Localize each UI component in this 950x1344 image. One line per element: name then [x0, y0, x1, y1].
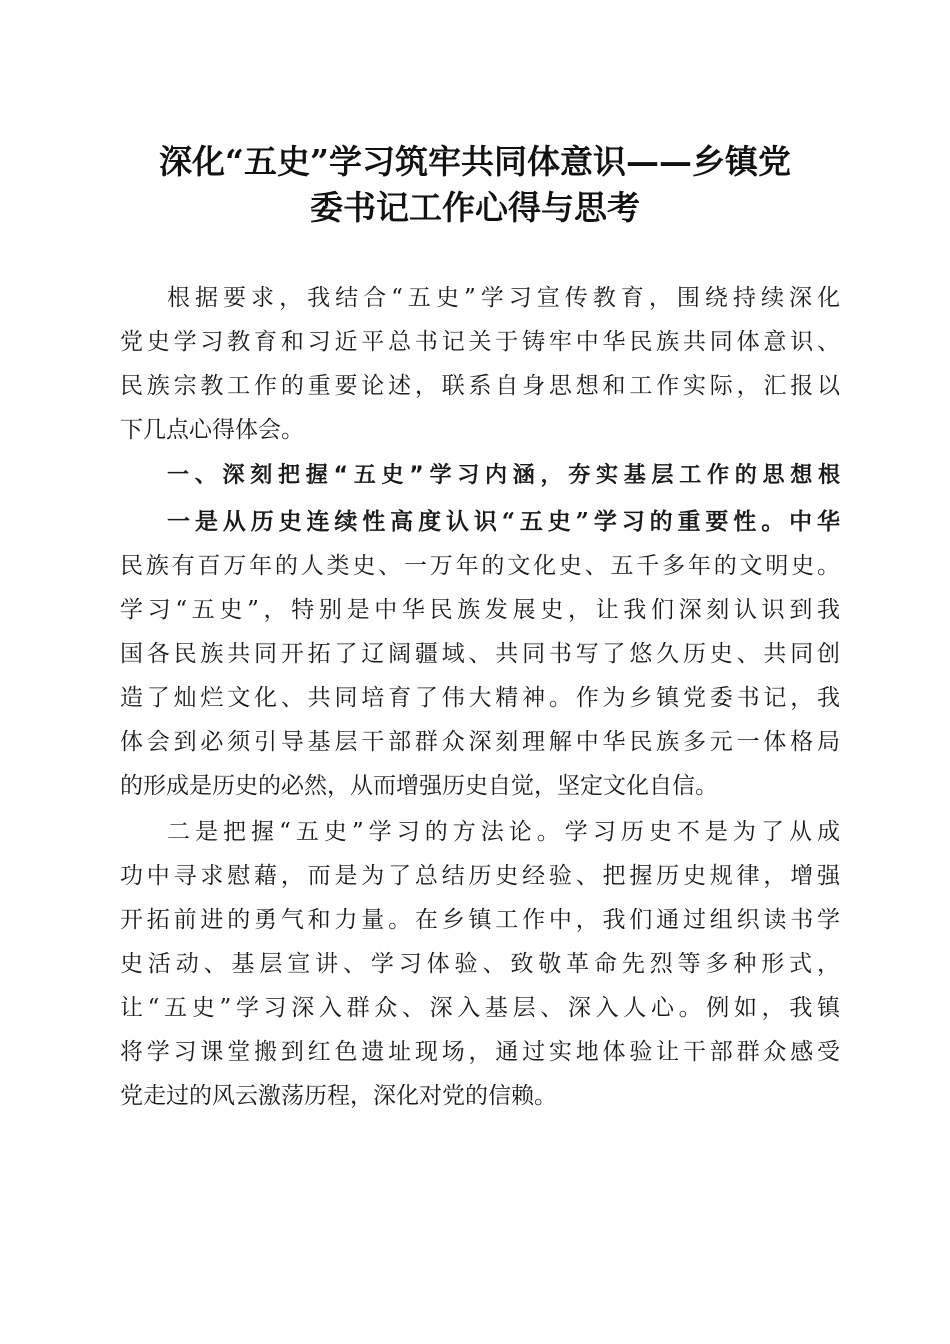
paragraph-line: 体会到必须引导基层干部群众深刻理解中华民族多元一体格局 — [120, 729, 840, 755]
paragraph-line: 国各民族共同开拓了辽阔疆域、共同书写了悠久历史、共同创 — [120, 641, 840, 667]
paragraph-line: 二是把握“五史”学习的方法论。学习历史不是为了从成 — [167, 819, 840, 845]
paragraph-line: 党走过的风云激荡历程，深化对党的信赖。 — [120, 1083, 557, 1109]
paragraph-line: 下几点心得体会。 — [120, 417, 304, 443]
paragraph-line: 根据要求，我结合“五史”学习宣传教育，围绕持续深化 — [167, 285, 840, 311]
document-title-line-2: 委书记工作心得与思考 — [310, 188, 640, 227]
paragraph-line: 让“五史”学习深入群众、深入基层、深入人心。例如，我镇 — [120, 995, 840, 1021]
paragraph-line: 的形成是历史的必然，从而增强历史自觉，坚定文化自信。 — [120, 773, 718, 799]
paragraph-line: 党史学习教育和习近平总书记关于铸牢中华民族共同体意识、 — [120, 329, 840, 355]
paragraph-line: 将学习课堂搬到红色遗址现场，通过实地体验让干部群众感受 — [120, 1039, 840, 1065]
paragraph-line: 功中寻求慰藉，而是为了总结历史经验、把握历史规律，增强 — [120, 863, 840, 889]
paragraph-line: 开拓前进的勇气和力量。在乡镇工作中，我们通过组织读书学 — [120, 907, 840, 933]
paragraph-line: 一是从历史连续性高度认识“五史”学习的重要性。中华 — [167, 508, 840, 535]
section-heading: 一、深刻把握“五史”学习内涵，夯实基层工作的思想根 — [167, 463, 840, 488]
document-title-line-1: 深化“五史”学习筑牢共同体意识——乡镇党 — [159, 142, 791, 181]
paragraph-line: 民族有百万年的人类史、一万年的文化史、五千多年的文明史。 — [120, 553, 840, 579]
paragraph-line: 史活动、基层宣讲、学习体验、致敬革命先烈等多种形式， — [120, 951, 840, 977]
paragraph-line: 民族宗教工作的重要论述，联系自身思想和工作实际，汇报以 — [120, 373, 840, 399]
paragraph-line: 造了灿烂文化、共同培育了伟大精神。作为乡镇党委书记，我 — [120, 685, 840, 711]
paragraph-line: 学习“五史”，特别是中华民族发展史，让我们深刻认识到我 — [120, 597, 840, 623]
